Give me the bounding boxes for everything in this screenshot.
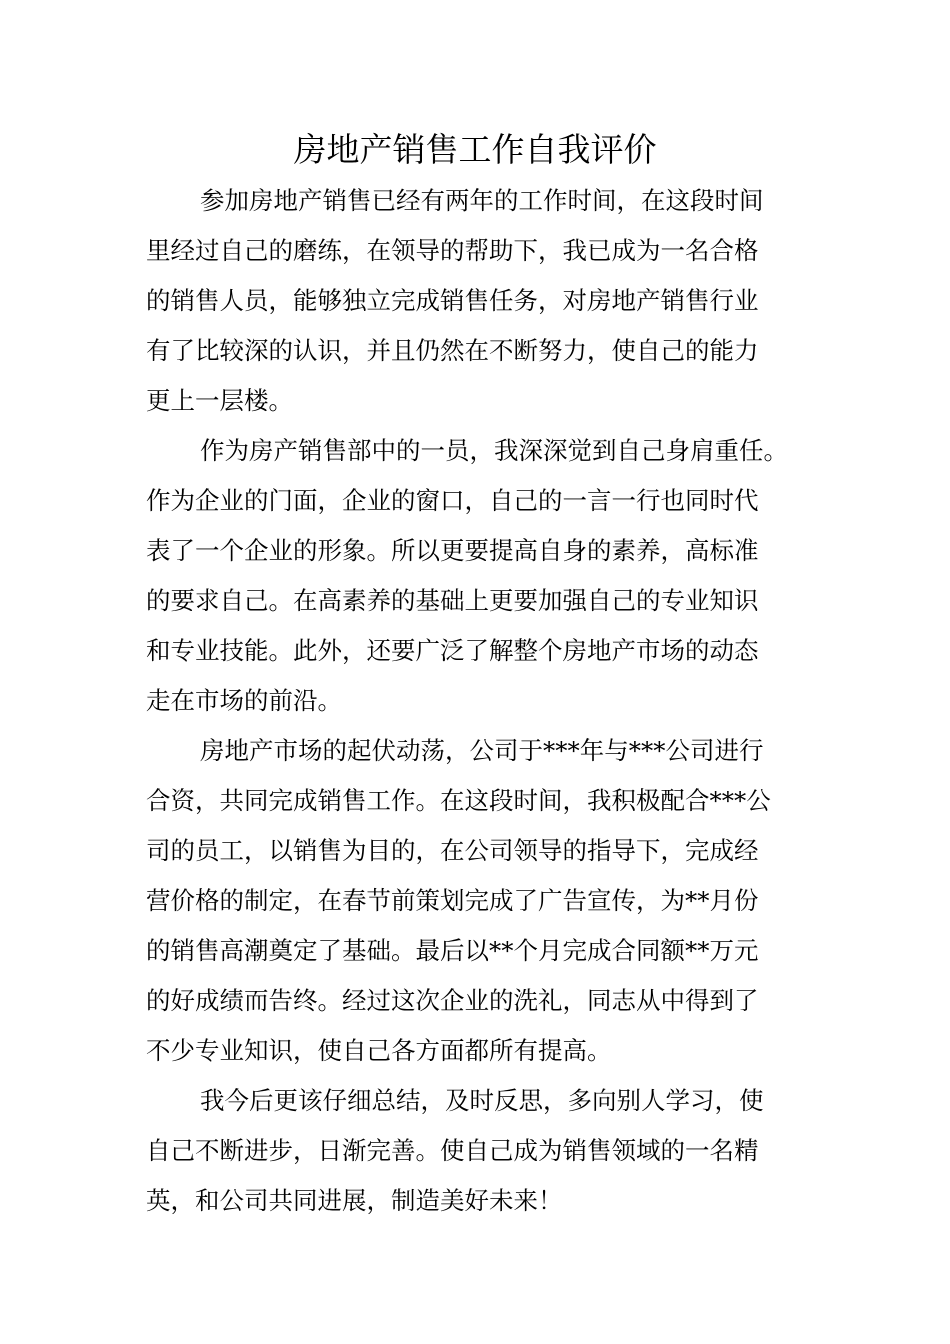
text-line: 自己不断进步，日渐完善。使自己成为销售领域的一名精 (146, 1136, 759, 1165)
text-line: 我今后更该仔细总结，及时反思，多向别人学习，使 (200, 1086, 764, 1115)
paragraph-2 (146, 426, 818, 726)
document-title: 房地产销售工作自我评价 (293, 130, 657, 169)
text-line: 参加房地产销售已经有两年的工作时间，在这段时间 (200, 186, 764, 215)
text-line: 的销售高潮奠定了基础。最后以**个月完成合同额**万元 (146, 936, 759, 965)
text-line: 的要求自己。在高素养的基础上更要加强自己的专业知识 (146, 586, 759, 615)
text-line: 作为房产销售部中的一员，我深深觉到自己身肩重任。 (200, 436, 788, 465)
text-line: 不少专业知识，使自己各方面都所有提高。 (146, 1036, 612, 1065)
text-line: 表了一个企业的形象。所以更要提高自身的素养，高标准 (146, 536, 759, 565)
paragraph-4 (146, 1076, 818, 1226)
text-line: 的好成绩而告终。经过这次企业的洗礼，同志从中得到了 (146, 986, 759, 1015)
text-line: 营价格的制定，在春节前策划完成了广告宣传，为**月份 (146, 886, 759, 915)
text-line: 房地产市场的起伏动荡，公司于***年与***公司进行 (200, 736, 764, 765)
text-line: 有了比较深的认识，并且仍然在不断努力，使自己的能力 (146, 336, 759, 365)
paragraph-3 (146, 726, 818, 1076)
text-line: 里经过自己的磨练，在领导的帮助下，我已成为一名合格 (146, 236, 759, 265)
text-line: 更上一层楼。 (146, 386, 293, 415)
text-line: 作为企业的门面，企业的窗口，自己的一言一行也同时代 (146, 486, 759, 515)
text-line: 司的员工，以销售为目的，在公司领导的指导下，完成经 (146, 836, 759, 865)
document-body (146, 176, 818, 1226)
text-line: 英，和公司共同进展，制造美好未来！ (146, 1186, 563, 1215)
text-line: 合资，共同完成销售工作。在这段时间，我积极配合***公 (146, 786, 771, 815)
text-line: 走在市场的前沿。 (146, 686, 342, 715)
paragraph-1 (146, 176, 818, 426)
text-line: 和专业技能。此外，还要广泛了解整个房地产市场的动态 (146, 636, 759, 665)
text-line: 的销售人员，能够独立完成销售任务，对房地产销售行业 (146, 286, 759, 315)
